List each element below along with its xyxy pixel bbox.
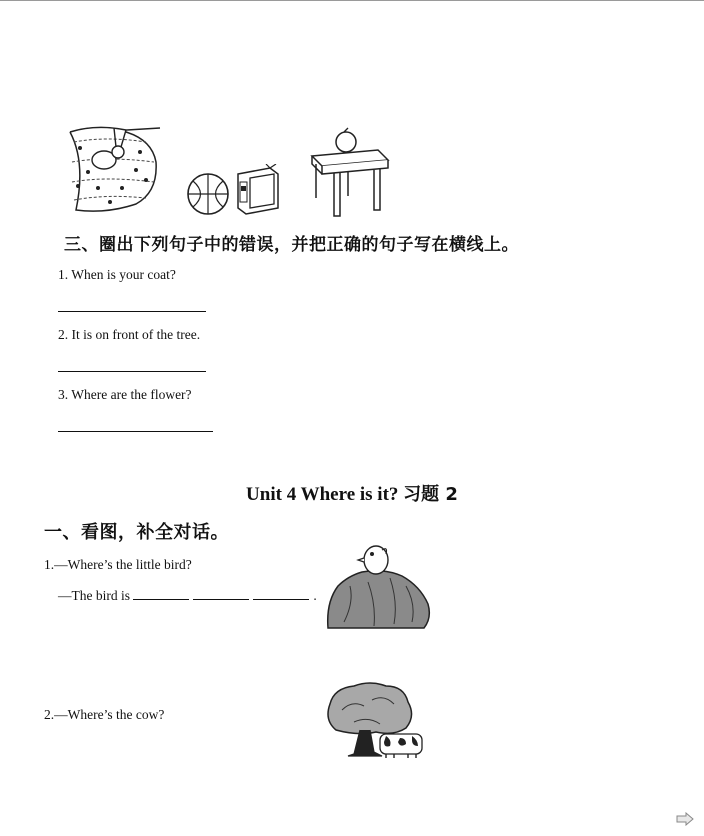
cow-behind-tree-image xyxy=(324,680,426,760)
q1-answer xyxy=(58,587,317,604)
unit-title xyxy=(0,480,704,506)
unit-title-en: Unit 4 Where is it? xyxy=(246,484,399,505)
question-1: 1. When is your coat? xyxy=(58,267,176,282)
bird-on-rock-image xyxy=(324,542,434,634)
unit-title-cn: 习题 2 xyxy=(403,484,458,505)
q1-answer-suffix: . xyxy=(313,588,317,603)
rabbit-garden-image xyxy=(66,122,162,218)
answer-blank-1[interactable] xyxy=(133,587,189,600)
next-page-arrow-icon[interactable] xyxy=(676,812,694,826)
q1-answer-prefix: —The bird is xyxy=(58,588,130,603)
answer-line-1[interactable] xyxy=(58,311,206,312)
top-border xyxy=(0,0,704,1)
q1-question: 1.—Where’s the little bird? xyxy=(44,557,192,572)
q2-question: 2.—Where’s the cow? xyxy=(44,707,165,722)
answer-blank-3[interactable] xyxy=(253,587,309,600)
answer-line-2[interactable] xyxy=(58,371,206,372)
tv-image xyxy=(230,164,282,216)
question-3: 3. Where are the flower? xyxy=(58,387,192,402)
desk-with-orange-image xyxy=(308,126,392,218)
question-2: 2. It is on front of the tree. xyxy=(58,327,201,342)
answer-line-3[interactable] xyxy=(58,431,213,432)
section1-heading: 一、看图，补全对话。 xyxy=(44,522,229,543)
section3-heading: 三、圈出下列句子中的错误，并把正确的句子写在横线上。 xyxy=(64,235,519,255)
ball-image xyxy=(186,172,230,216)
answer-blank-2[interactable] xyxy=(193,587,249,600)
